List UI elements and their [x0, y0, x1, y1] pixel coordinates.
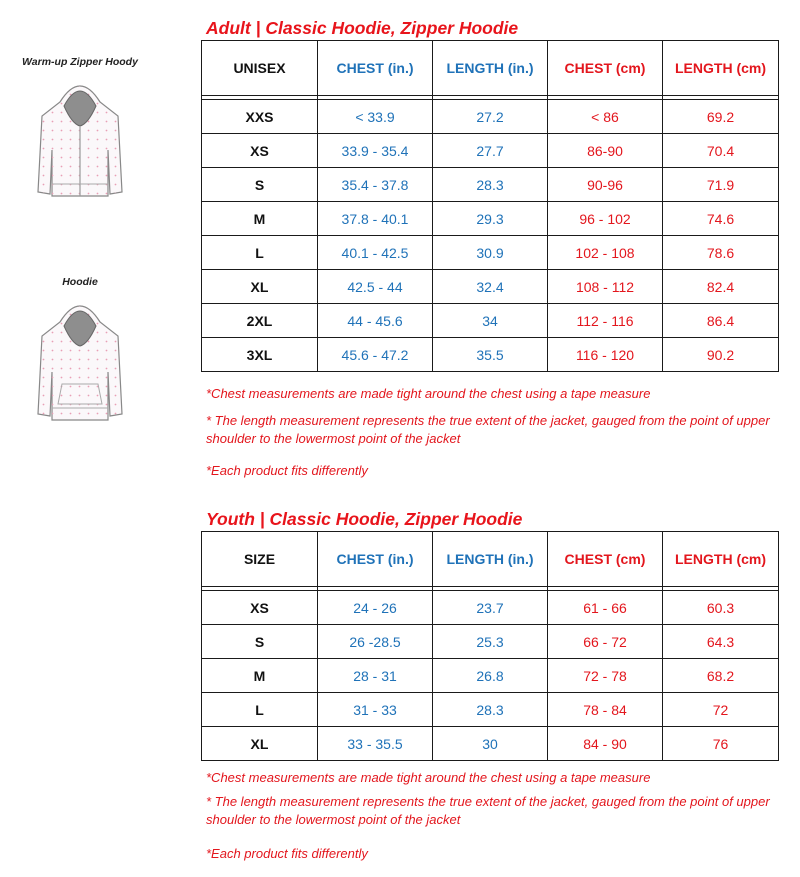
table-row	[202, 134, 779, 168]
length-in-cell: 27.2	[433, 100, 548, 134]
chest-in-cell: 44 - 45.6	[318, 304, 433, 338]
size-cell: S	[202, 168, 318, 202]
chest-cm-cell: 96 - 102	[548, 202, 663, 236]
table-row	[202, 659, 779, 693]
chest-cm-cell: 112 - 116	[548, 304, 663, 338]
adult-section-title: Adult | Classic Hoodie, Zipper Hoodie	[206, 18, 519, 38]
chest-cm-cell: 90-96	[548, 168, 663, 202]
size-cell: 3XL	[202, 338, 318, 372]
pullover-hoodie-figure	[0, 276, 160, 424]
youth-header-length-cm: LENGTH (cm)	[663, 532, 779, 587]
chest-cm-cell: < 86	[548, 100, 663, 134]
pullover-hoodie-icon	[30, 292, 130, 424]
chest-in-cell: 33.9 - 35.4	[318, 134, 433, 168]
length-cm-cell: 74.6	[663, 202, 779, 236]
table-row	[202, 693, 779, 727]
length-in-cell: 25.3	[433, 625, 548, 659]
size-cell: S	[202, 625, 318, 659]
chest-in-cell: 33 - 35.5	[318, 727, 433, 761]
chest-in-cell: 45.6 - 47.2	[318, 338, 433, 372]
length-in-cell: 23.7	[433, 591, 548, 625]
chest-cm-cell: 116 - 120	[548, 338, 663, 372]
youth-section-title: Youth | Classic Hoodie, Zipper Hoodie	[206, 509, 523, 529]
youth-length-note: * The length measurement represents the true extent of the jacket, gauged from the point of upper shoulder to the lowermost point of the jacket	[206, 794, 770, 827]
youth-chest-note: *Chest measurements are made tight around the chest using a tape measure	[206, 770, 651, 785]
size-cell: M	[202, 202, 318, 236]
chest-in-cell: 24 - 26	[318, 591, 433, 625]
adult-size-table	[201, 40, 779, 372]
chest-cm-cell: 86-90	[548, 134, 663, 168]
table-row	[202, 202, 779, 236]
youth-header-chest-cm: CHEST (cm)	[548, 532, 663, 587]
zipper-hoodie-icon	[30, 72, 130, 202]
chest-cm-cell: 102 - 108	[548, 236, 663, 270]
length-in-cell: 35.5	[433, 338, 548, 372]
adult-length-note: * The length measurement represents the true extent of the jacket, gauged from the point of upper shoulder to the lowermost point of the jacket	[206, 413, 770, 446]
length-cm-cell: 60.3	[663, 591, 779, 625]
chest-in-cell: 40.1 - 42.5	[318, 236, 433, 270]
length-cm-cell: 82.4	[663, 270, 779, 304]
adult-header-chest-cm: CHEST (cm)	[548, 41, 663, 96]
chest-cm-cell: 108 - 112	[548, 270, 663, 304]
table-row	[202, 727, 779, 761]
chest-cm-cell: 66 - 72	[548, 625, 663, 659]
length-cm-cell: 69.2	[663, 100, 779, 134]
length-in-cell: 26.8	[433, 659, 548, 693]
chest-cm-cell: 84 - 90	[548, 727, 663, 761]
length-cm-cell: 68.2	[663, 659, 779, 693]
youth-header-row	[202, 532, 779, 587]
zipper-hoodie-figure	[0, 56, 160, 202]
adult-header-length-in: LENGTH (in.)	[433, 41, 548, 96]
chest-cm-cell: 61 - 66	[548, 591, 663, 625]
chest-in-cell: 42.5 - 44	[318, 270, 433, 304]
size-cell: L	[202, 693, 318, 727]
chest-in-cell: 37.8 - 40.1	[318, 202, 433, 236]
length-cm-cell: 72	[663, 693, 779, 727]
length-cm-cell: 70.4	[663, 134, 779, 168]
length-in-cell: 28.3	[433, 693, 548, 727]
length-in-cell: 30	[433, 727, 548, 761]
length-in-cell: 32.4	[433, 270, 548, 304]
chest-in-cell: < 33.9	[318, 100, 433, 134]
table-row	[202, 168, 779, 202]
table-row	[202, 338, 779, 372]
size-cell: XXS	[202, 100, 318, 134]
zipper-hoodie-label: Warm-up Zipper Hoody	[22, 56, 138, 68]
length-in-cell: 30.9	[433, 236, 548, 270]
length-cm-cell: 64.3	[663, 625, 779, 659]
size-cell: XL	[202, 727, 318, 761]
chest-in-cell: 35.4 - 37.8	[318, 168, 433, 202]
length-in-cell: 34	[433, 304, 548, 338]
length-cm-cell: 86.4	[663, 304, 779, 338]
adult-header-length-cm: LENGTH (cm)	[663, 41, 779, 96]
table-row	[202, 236, 779, 270]
adult-header-chest-in: CHEST (in.)	[318, 41, 433, 96]
length-cm-cell: 76	[663, 727, 779, 761]
youth-header-chest-in: CHEST (in.)	[318, 532, 433, 587]
chest-in-cell: 31 - 33	[318, 693, 433, 727]
size-cell: 2XL	[202, 304, 318, 338]
chest-cm-cell: 72 - 78	[548, 659, 663, 693]
adult-header-size: UNISEX	[202, 41, 318, 96]
length-cm-cell: 90.2	[663, 338, 779, 372]
size-cell: L	[202, 236, 318, 270]
youth-size-table	[201, 531, 779, 761]
table-row	[202, 591, 779, 625]
length-in-cell: 28.3	[433, 168, 548, 202]
length-in-cell: 27.7	[433, 134, 548, 168]
adult-chest-note: *Chest measurements are made tight around the chest using a tape measure	[206, 386, 651, 401]
youth-header-size: SIZE	[202, 532, 318, 587]
chest-in-cell: 28 - 31	[318, 659, 433, 693]
length-cm-cell: 78.6	[663, 236, 779, 270]
adult-fit-note: *Each product fits differently	[206, 463, 368, 478]
chest-cm-cell: 78 - 84	[548, 693, 663, 727]
length-cm-cell: 71.9	[663, 168, 779, 202]
pullover-hoodie-label: Hoodie	[62, 276, 98, 288]
table-row	[202, 100, 779, 134]
chest-in-cell: 26 -28.5	[318, 625, 433, 659]
size-cell: XS	[202, 134, 318, 168]
youth-header-length-in: LENGTH (in.)	[433, 532, 548, 587]
adult-header-row	[202, 41, 779, 96]
size-cell: XS	[202, 591, 318, 625]
length-in-cell: 29.3	[433, 202, 548, 236]
table-row	[202, 304, 779, 338]
size-cell: XL	[202, 270, 318, 304]
table-row	[202, 270, 779, 304]
size-cell: M	[202, 659, 318, 693]
youth-fit-note: *Each product fits differently	[206, 846, 368, 861]
table-row	[202, 625, 779, 659]
